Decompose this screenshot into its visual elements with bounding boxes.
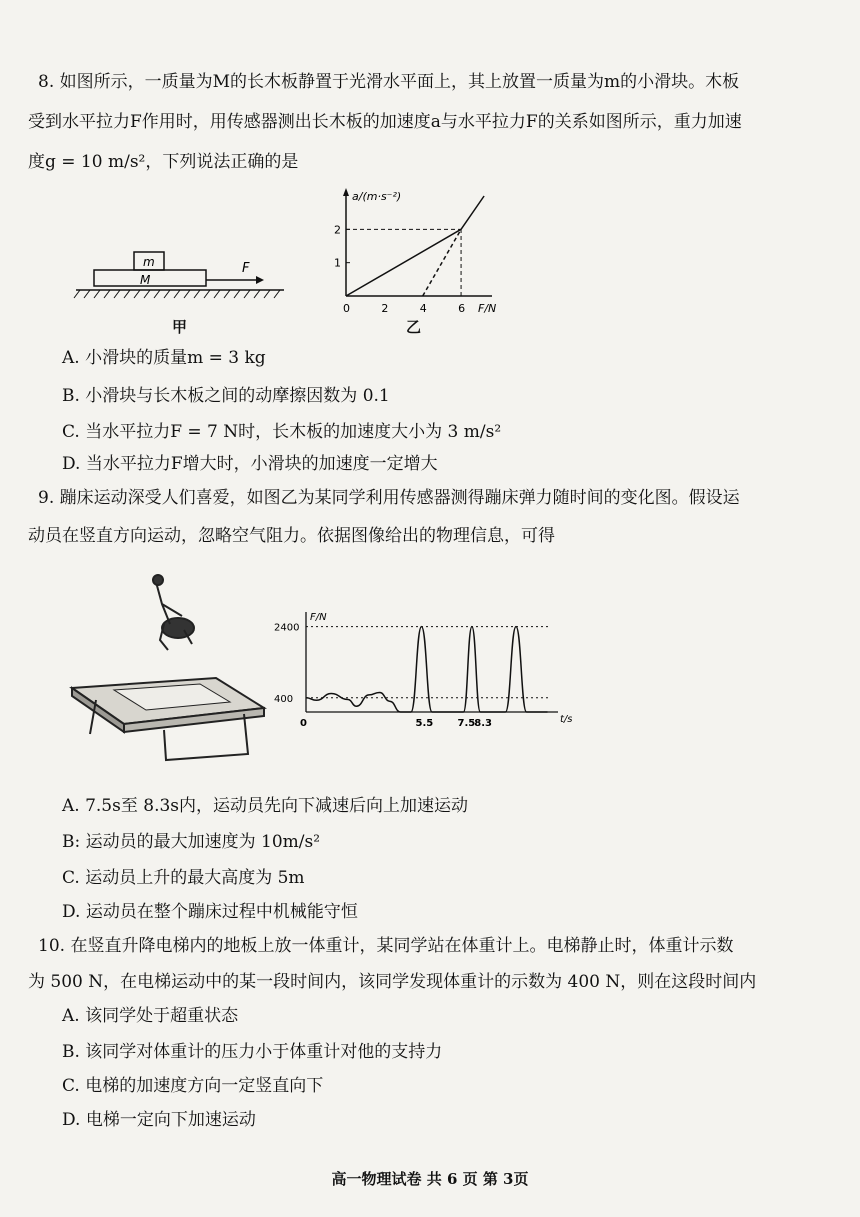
y-axis-label: a/(m·s⁻²)	[352, 190, 402, 203]
force-time-curve	[306, 627, 548, 712]
q9-option-a: A. 7.5s至 8.3s内，运动员先向下减速后向上加速运动	[62, 796, 469, 816]
q8-chart-a-vs-f	[320, 184, 500, 314]
y-tick-label: 2	[334, 223, 341, 237]
y-tick-label: 2400	[274, 622, 300, 634]
q10-stem-line2: 为 500 N，在电梯运动中的某一段时间内，该同学发现体重计的示数为 400 N，则在这段时间内	[28, 972, 757, 992]
y-tick-label: 1	[334, 256, 341, 270]
q10-option-a: A. 该同学处于超重状态	[62, 1006, 239, 1026]
q10-option-d: D. 电梯一定向下加速运动	[62, 1110, 256, 1130]
y-axis-arrow	[343, 188, 349, 196]
q8-stem-line1: 8. 如图所示，一质量为M的长木板静置于光滑水平面上，其上放置一质量为m的小滑块。木板	[38, 72, 740, 92]
ground-hatch	[74, 290, 280, 298]
q8-figure-board-block	[70, 240, 290, 310]
trampoline-illustration	[66, 568, 276, 768]
q9-chart-force-vs-time	[272, 608, 572, 738]
force-arrowhead	[256, 276, 264, 284]
q8-option-d: D. 当水平拉力F增大时，小滑块的加速度一定增大	[62, 454, 438, 474]
q9-stem-line2: 动员在竖直方向运动，忽略空气阻力。依据图像给出的物理信息，可得	[28, 526, 555, 546]
q10-option-c: C. 电梯的加速度方向一定竖直向下	[62, 1076, 324, 1096]
x-tick-label: 0	[300, 718, 307, 729]
q8-stem-line2: 受到水平拉力F作用时，用传感器测出长木板的加速度a与水平拉力F的关系如图所示，重力加速	[28, 112, 742, 132]
q8-option-a: A. 小滑块的质量m = 3 kg	[62, 348, 266, 368]
force-label: F	[242, 261, 250, 276]
q9-option-b: B: 运动员的最大加速度为 10m/s²	[62, 832, 321, 852]
q9-option-d: D. 运动员在整个蹦床过程中机械能守恒	[62, 902, 358, 922]
x-tick-label: 7.5	[457, 718, 476, 729]
figure-caption-yi: 乙	[406, 318, 422, 336]
x-tick-label: 8.3	[474, 718, 493, 729]
page-footer: 高一物理试卷 共 6 页 第 3页	[331, 1170, 529, 1188]
series-line-0	[346, 196, 484, 296]
q9-stem-line1: 9. 蹦床运动深受人们喜爱，如图乙为某同学利用传感器测得蹦床弹力随时间的变化图。假设运	[38, 488, 740, 508]
q10-stem-line1: 10. 在竖直升降电梯内的地板上放一体重计，某同学站在体重计上。电梯静止时，体重计示数	[38, 936, 734, 956]
athlete-figure	[153, 575, 194, 650]
x-tick-label: 4	[419, 302, 427, 314]
x-axis-label: F/N	[478, 302, 497, 314]
q8-option-b: B. 小滑块与长木板之间的动摩擦因数为 0.1	[62, 386, 390, 406]
q8-option-c: C. 当水平拉力F = 7 N时，长木板的加速度大小为 3 m/s²	[62, 422, 502, 442]
y-tick-label: 400	[274, 693, 294, 705]
x-tick-label: 5.5	[415, 718, 434, 729]
q8-stem-line3: 度g = 10 m/s²，下列说法正确的是	[28, 152, 299, 172]
x-tick-label: 0	[343, 302, 350, 314]
figure-caption-jia: 甲	[172, 318, 188, 336]
trampoline-bed	[72, 678, 264, 760]
x-axis-label: t/s	[560, 714, 572, 725]
q10-option-b: B. 该同学对体重计的压力小于体重计对他的支持力	[62, 1042, 443, 1062]
q9-option-c: C. 运动员上升的最大高度为 5m	[62, 868, 305, 888]
x-tick-label: 2	[381, 302, 389, 314]
x-tick-label: 6	[458, 302, 466, 314]
y-axis-label: F/N	[310, 612, 327, 623]
series-line-1	[423, 229, 461, 296]
long-board-label: M	[140, 273, 151, 287]
small-block-label: m	[143, 255, 155, 269]
